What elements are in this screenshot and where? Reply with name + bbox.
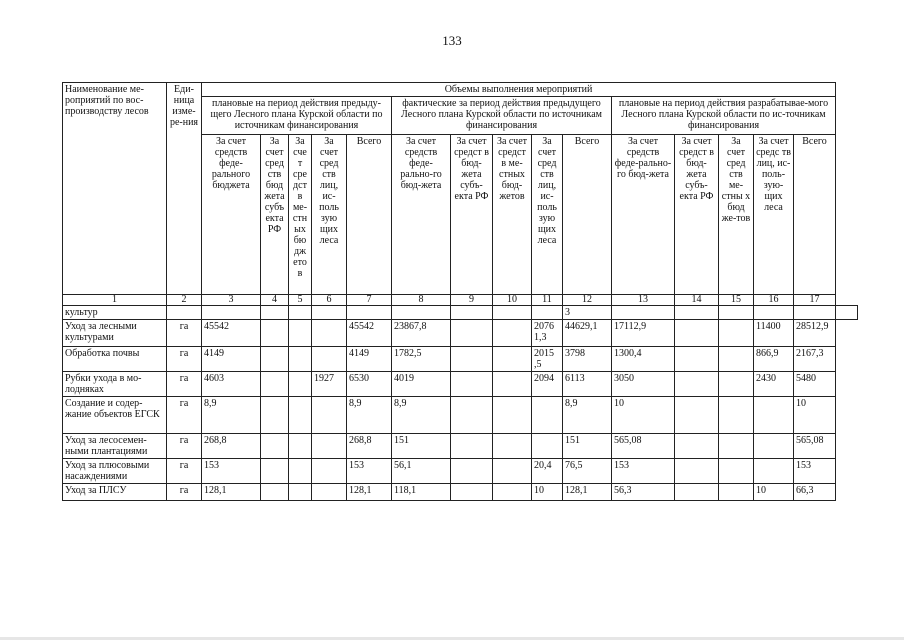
table-row xyxy=(63,306,858,320)
row-value: 3 xyxy=(563,306,612,320)
row-value: 866,9 xyxy=(754,347,794,372)
row-value xyxy=(289,372,312,397)
row-value xyxy=(675,347,719,372)
row-value xyxy=(451,397,493,434)
row-value: 128,1 xyxy=(347,484,392,501)
row-value xyxy=(675,320,719,347)
row-value xyxy=(719,397,754,434)
row-value xyxy=(719,306,754,320)
column-number: 15 xyxy=(719,295,754,306)
row-value xyxy=(675,306,719,320)
row-value xyxy=(312,484,347,501)
row-value xyxy=(289,484,312,501)
row-value xyxy=(675,484,719,501)
row-value xyxy=(754,459,794,484)
row-value: 8,9 xyxy=(392,397,451,434)
table-row xyxy=(63,459,858,484)
header-subcol: Всего xyxy=(563,135,612,295)
row-value: 10 xyxy=(532,484,563,501)
header-subcol: Всего xyxy=(794,135,836,295)
row-value: 2167,3 xyxy=(794,347,836,372)
row-value xyxy=(675,397,719,434)
column-number: 7 xyxy=(347,295,392,306)
row-unit: га xyxy=(167,347,202,372)
header-group-planned-previous: плановые на период действия предыду-щего Лесного плана Курской области по источникам финансирования xyxy=(202,97,392,135)
row-value xyxy=(261,397,289,434)
row-value xyxy=(719,434,754,459)
row-value xyxy=(312,320,347,347)
column-number: 3 xyxy=(202,295,261,306)
header-subcol: За счет средств феде-рального бюджета xyxy=(202,135,261,295)
row-value xyxy=(754,434,794,459)
header-subcol: За счет сред ств бюд жета субъ екта РФ xyxy=(261,135,289,295)
row-value: 8,9 xyxy=(563,397,612,434)
table-row xyxy=(63,320,858,347)
row-value xyxy=(754,397,794,434)
row-value: 10 xyxy=(612,397,675,434)
header-subcol: За счет сред ств ме-стны х бюд же-тов xyxy=(719,135,754,295)
row-value: 1300,4 xyxy=(612,347,675,372)
row-value xyxy=(289,347,312,372)
row-unit: га xyxy=(167,484,202,501)
row-value: 56,3 xyxy=(612,484,675,501)
row-value: 4149 xyxy=(347,347,392,372)
row-value: 153 xyxy=(347,459,392,484)
row-value: 5480 xyxy=(794,372,836,397)
row-value xyxy=(261,320,289,347)
row-value: 10 xyxy=(754,484,794,501)
row-unit: га xyxy=(167,320,202,347)
row-name: Уход за ПЛСУ xyxy=(63,484,167,501)
row-unit xyxy=(167,306,202,320)
row-value xyxy=(289,320,312,347)
row-value: 153 xyxy=(202,459,261,484)
row-value xyxy=(493,372,532,397)
row-value xyxy=(312,397,347,434)
row-value xyxy=(289,434,312,459)
row-unit: га xyxy=(167,459,202,484)
row-value: 23867,8 xyxy=(392,320,451,347)
row-name: Уход за плюсовыми насаждениями xyxy=(63,459,167,484)
row-value: 76,5 xyxy=(563,459,612,484)
column-number: 1 xyxy=(63,295,167,306)
row-value: 2094 xyxy=(532,372,563,397)
header-subcol: Всего xyxy=(347,135,392,295)
row-value xyxy=(532,397,563,434)
page-number: 133 xyxy=(442,33,462,48)
row-value xyxy=(289,459,312,484)
table-row xyxy=(63,484,858,501)
row-value xyxy=(612,306,675,320)
header-subcol: За счет средств феде-рально-го бюд-жета xyxy=(612,135,675,295)
row-value xyxy=(261,306,289,320)
row-value xyxy=(493,459,532,484)
row-value: 4603 xyxy=(202,372,261,397)
column-number: 11 xyxy=(532,295,563,306)
row-value: 11400 xyxy=(754,320,794,347)
row-name: культур xyxy=(63,306,167,320)
column-number: 4 xyxy=(261,295,289,306)
row-value: 118,1 xyxy=(392,484,451,501)
row-value: 2430 xyxy=(754,372,794,397)
row-value xyxy=(675,434,719,459)
row-value: 153 xyxy=(794,459,836,484)
row-value: 4149 xyxy=(202,347,261,372)
column-number: 14 xyxy=(675,295,719,306)
row-name: Обработка почвы xyxy=(63,347,167,372)
row-value: 2076 1,3 xyxy=(532,320,563,347)
row-value xyxy=(719,484,754,501)
column-number: 8 xyxy=(392,295,451,306)
row-value xyxy=(675,459,719,484)
row-value xyxy=(451,434,493,459)
row-value xyxy=(493,434,532,459)
row-name: Уход за лесными культурами xyxy=(63,320,167,347)
row-value xyxy=(451,306,493,320)
row-value: 44629,1 xyxy=(563,320,612,347)
row-value xyxy=(261,347,289,372)
row-value xyxy=(493,397,532,434)
row-value xyxy=(719,459,754,484)
row-value: 565,08 xyxy=(794,434,836,459)
column-number: 2 xyxy=(167,295,202,306)
row-value: 4019 xyxy=(392,372,451,397)
row-value xyxy=(493,484,532,501)
row-value xyxy=(202,306,261,320)
row-value: 3798 xyxy=(563,347,612,372)
row-name: Рубки ухода в мо-лодняках xyxy=(63,372,167,397)
header-subcol: За счет сред ств лиц, ис-поль зую щих леса xyxy=(532,135,563,295)
row-value xyxy=(312,306,347,320)
row-value: 151 xyxy=(563,434,612,459)
row-value xyxy=(719,347,754,372)
row-value: 128,1 xyxy=(202,484,261,501)
row-value: 8,9 xyxy=(347,397,392,434)
header-subcol: За счет средс тв лиц, ис-поль-зую-щих леса xyxy=(754,135,794,295)
row-value xyxy=(451,484,493,501)
table-row xyxy=(63,434,858,459)
row-value: 45542 xyxy=(202,320,261,347)
row-value xyxy=(289,306,312,320)
row-unit: га xyxy=(167,372,202,397)
row-value: 153 xyxy=(612,459,675,484)
column-number: 10 xyxy=(493,295,532,306)
table-row xyxy=(63,347,858,372)
row-value xyxy=(719,372,754,397)
row-value xyxy=(451,459,493,484)
row-value: 3050 xyxy=(612,372,675,397)
row-unit: га xyxy=(167,397,202,434)
header-subcol: За счет средст в ме-стных бюд-жетов xyxy=(493,135,532,295)
row-value: 20,4 xyxy=(532,459,563,484)
row-value xyxy=(347,306,392,320)
header-subcol: За счет средст в бюд-жета субъ-екта РФ xyxy=(675,135,719,295)
header-subcol: За счет средств феде-рально-го бюд-жета xyxy=(392,135,451,295)
column-number: 9 xyxy=(451,295,493,306)
row-value: 17112,9 xyxy=(612,320,675,347)
row-value xyxy=(261,459,289,484)
row-value xyxy=(451,347,493,372)
row-value xyxy=(754,306,794,320)
header-group-actual-previous: фактические за период действия предыдущего Лесного плана Курской области по источникам финансирования xyxy=(392,97,612,135)
header-subcol: За сче т сре дст в ме-стн ых бю дж ето в xyxy=(289,135,312,295)
row-value xyxy=(836,306,858,320)
row-value xyxy=(261,434,289,459)
row-value xyxy=(392,306,451,320)
header-subcol: За счет средст в бюд-жета субъ-екта РФ xyxy=(451,135,493,295)
row-name: Уход за лесосемен-ными плантациями xyxy=(63,434,167,459)
row-value: 6113 xyxy=(563,372,612,397)
row-value xyxy=(493,320,532,347)
row-name: Создание и содер-жание объектов ЕГСК xyxy=(63,397,167,434)
row-value xyxy=(312,459,347,484)
row-value xyxy=(312,347,347,372)
column-number: 12 xyxy=(563,295,612,306)
row-value xyxy=(493,347,532,372)
column-number: 16 xyxy=(754,295,794,306)
row-value xyxy=(261,484,289,501)
row-value: 45542 xyxy=(347,320,392,347)
row-value: 151 xyxy=(392,434,451,459)
row-value: 66,3 xyxy=(794,484,836,501)
row-value xyxy=(289,397,312,434)
table-row xyxy=(63,372,858,397)
column-number: 17 xyxy=(794,295,836,306)
header-name-col: Наименование ме-роприятий по вос-производству лесов xyxy=(63,83,167,295)
header-subcol: За счет сред ств лиц, ис-поль зую щих леса xyxy=(312,135,347,295)
row-value: 6530 xyxy=(347,372,392,397)
column-number: 13 xyxy=(612,295,675,306)
row-value: 128,1 xyxy=(563,484,612,501)
row-value xyxy=(451,372,493,397)
row-value: 10 xyxy=(794,397,836,434)
row-value: 565,08 xyxy=(612,434,675,459)
row-value: 1927 xyxy=(312,372,347,397)
row-value xyxy=(532,306,563,320)
table-row xyxy=(63,397,858,434)
column-number: 6 xyxy=(312,295,347,306)
row-value xyxy=(261,372,289,397)
row-value: 268,8 xyxy=(347,434,392,459)
row-value xyxy=(532,434,563,459)
row-value: 268,8 xyxy=(202,434,261,459)
header-unit-col: Еди-ница изме-ре-ния xyxy=(167,83,202,295)
header-group-planned-new: плановые на период действия разрабатывае-мого Лесного плана Курской области по ис-точникам финансирования xyxy=(612,97,836,135)
forest-measures-table xyxy=(62,82,858,501)
row-value xyxy=(493,306,532,320)
row-value: 56,1 xyxy=(392,459,451,484)
row-value xyxy=(312,434,347,459)
row-value xyxy=(675,372,719,397)
row-value: 2015 ,5 xyxy=(532,347,563,372)
row-value: 1782,5 xyxy=(392,347,451,372)
row-value xyxy=(794,306,836,320)
row-value: 8,9 xyxy=(202,397,261,434)
row-value: 28512,9 xyxy=(794,320,836,347)
header-volumes: Объемы выполнения мероприятий xyxy=(202,83,836,97)
row-value xyxy=(719,320,754,347)
column-number: 5 xyxy=(289,295,312,306)
row-value xyxy=(451,320,493,347)
row-unit: га xyxy=(167,434,202,459)
